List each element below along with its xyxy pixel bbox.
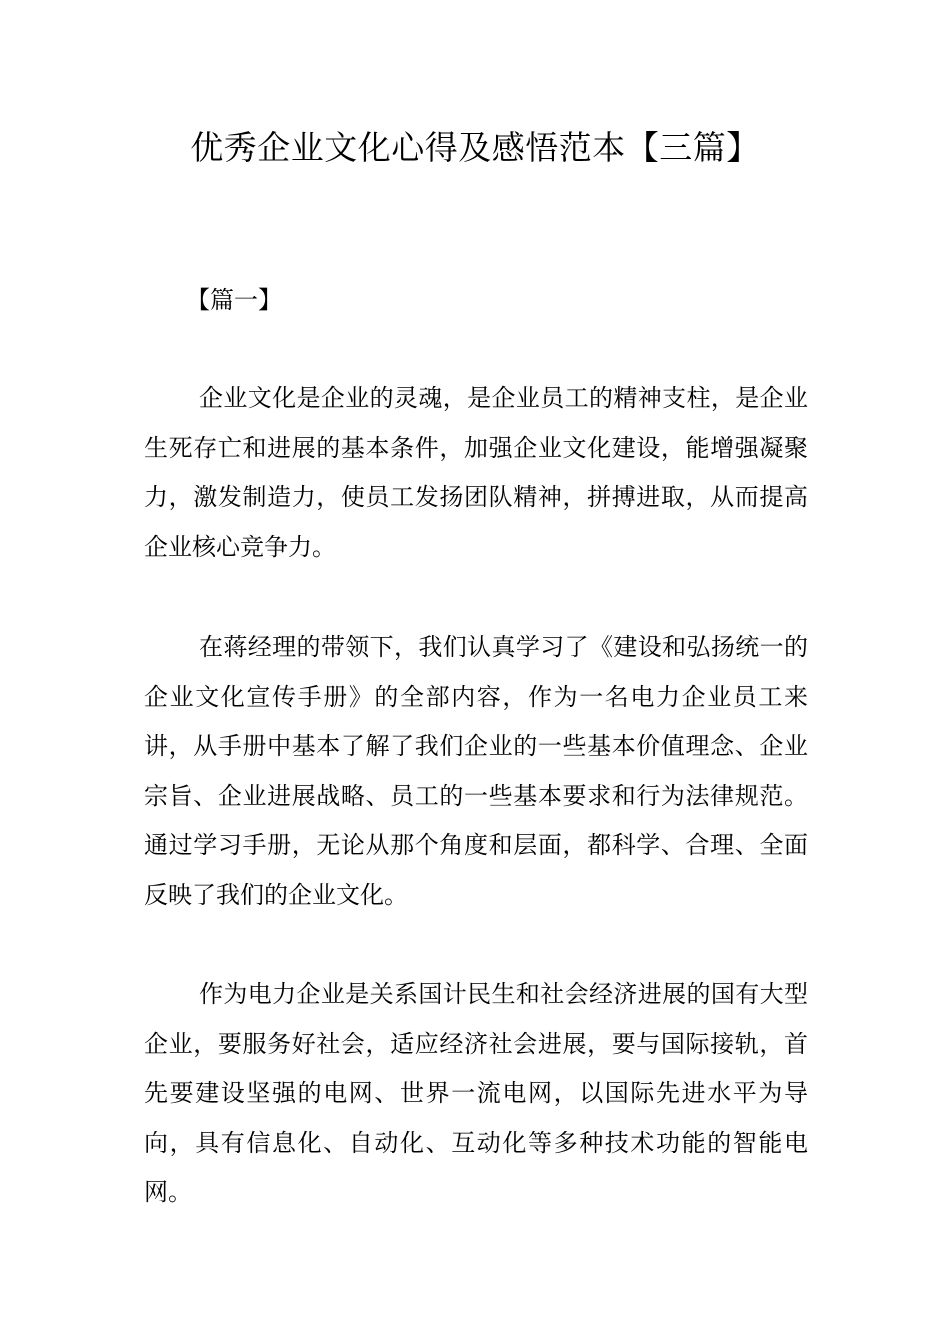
paragraph-1: 企业文化是企业的灵魂，是企业员工的精神支柱，是企业生死存亡和进展的基本条件，加强企业文化建设，能增强凝聚力，激发制造力，使员工发扬团队精神，拼搏进取，从而提高企业核心竞争力。	[144, 384, 808, 561]
paragraph-3: 作为电力企业是关系国计民生和社会经济进展的国有大型企业，要服务好社会，适应经济社会进展，要与国际接轨，首先要建设坚强的电网、世界一流电网，以国际先进水平为导向，具有信息化、自动化、互动化等多种技术功能的智能电网。	[144, 980, 808, 1206]
section-heading: 【篇一】	[186, 286, 282, 314]
paragraph-2: 在蒋经理的带领下，我们认真学习了《建设和弘扬统一的企业文化宣传手册》的全部内容，作为一名电力企业员工来讲，从手册中基本了解了我们企业的一些基本价值理念、企业宗旨、企业进展战略、员工的一些基本要求和行为法律规范。通过学习手册，无论从那个角度和层面，都科学、合理、全面反映了我们的企业文化。	[144, 633, 808, 909]
document-title: 优秀企业文化心得及感悟范本【三篇】	[190, 128, 760, 167]
